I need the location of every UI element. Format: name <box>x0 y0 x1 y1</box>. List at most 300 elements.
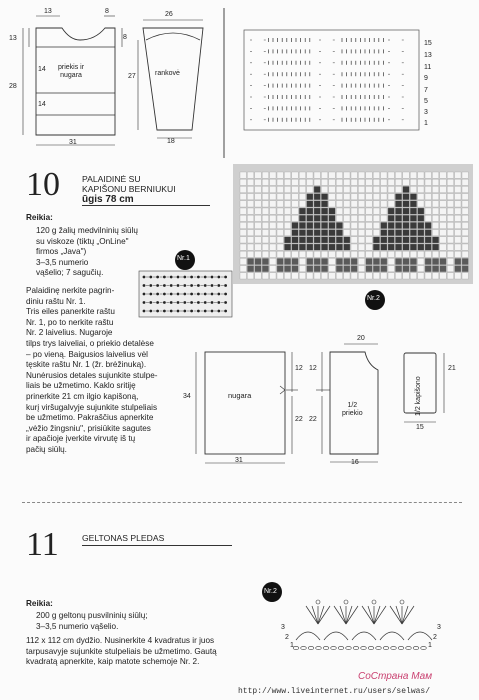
chart-cell <box>247 230 253 236</box>
chart-cell <box>321 186 327 192</box>
chain-stitch <box>301 646 307 649</box>
priekio-label: 1/2 priekio <box>342 402 363 417</box>
chart-cell <box>432 208 438 214</box>
chart-cell <box>366 222 372 228</box>
chart-cell <box>344 230 350 236</box>
chart-cell <box>358 251 364 257</box>
chart-cell <box>418 194 424 200</box>
chart-cell <box>447 222 453 228</box>
chart-cell <box>270 172 276 178</box>
chart-cell <box>299 230 305 236</box>
chart-cell <box>440 273 446 279</box>
chart-cell <box>344 258 350 264</box>
chart-cell <box>381 222 387 228</box>
stitch-dot <box>183 276 186 279</box>
chart-cell <box>321 222 327 228</box>
chart-cell <box>455 194 461 200</box>
chart-cell <box>381 244 387 250</box>
chart-cell <box>425 194 431 200</box>
chart-cell <box>351 186 357 192</box>
chart-cell <box>284 244 290 250</box>
chart-cell <box>314 258 320 264</box>
chart-cell <box>373 179 379 185</box>
text-line: tęskite raštu Nr. 1 (žr. brėžinuką). <box>26 360 147 370</box>
chart-cell <box>321 258 327 264</box>
chart-cell <box>418 222 424 228</box>
chart-cell <box>373 208 379 214</box>
chart-cell <box>432 186 438 192</box>
stitch-dot <box>204 276 207 279</box>
row-num: 11 <box>424 64 432 71</box>
sleeve-schema <box>138 20 203 138</box>
chart-cell <box>292 186 298 192</box>
kapisono-dim-right: 21 <box>448 365 456 372</box>
chart-cell <box>358 273 364 279</box>
row-num: 5 <box>424 98 428 105</box>
chart-cell <box>432 222 438 228</box>
dim-top-left: 13 <box>44 8 52 15</box>
chart-cell <box>366 172 372 178</box>
watermark-logo: СоСтрана Мам <box>358 671 433 682</box>
chart-cell <box>344 179 350 185</box>
stitch-dot <box>163 310 166 313</box>
chart-cell <box>336 172 342 178</box>
chart-cell <box>403 251 409 257</box>
chart-cell <box>255 237 261 243</box>
chart-cell <box>344 266 350 272</box>
fan-stitch <box>312 606 318 624</box>
dim-top-right: 8 <box>105 8 109 15</box>
stitch-dot <box>177 310 180 313</box>
text-line: kvadratą apnerkite, kaip matote schemoje Nr. 2. <box>26 657 200 667</box>
chart-cell <box>410 208 416 214</box>
stitch-dot <box>177 284 180 287</box>
chart-cell <box>277 244 283 250</box>
chart-cell <box>351 244 357 250</box>
dim-mid-14a: 14 <box>38 66 46 73</box>
chart-cell <box>292 208 298 214</box>
chart-cell <box>351 201 357 207</box>
chart-cell <box>462 208 468 214</box>
title-line-1: PALAIDINĖ SU <box>82 174 141 184</box>
chart-cell <box>262 194 268 200</box>
chart-cell <box>351 258 357 264</box>
chart-cell <box>462 244 468 250</box>
chart-cell <box>366 230 372 236</box>
chart-cell <box>395 266 401 272</box>
fan-stitch <box>368 606 374 624</box>
chart-cell <box>277 251 283 257</box>
chain-stitch <box>308 646 314 649</box>
chart-cell <box>240 266 246 272</box>
chart-cell <box>455 251 461 257</box>
chart-cell <box>270 266 276 272</box>
text-line: ir apačioje įverkite virvutę iš tų <box>26 434 136 444</box>
chart-cell <box>255 273 261 279</box>
chart-cell <box>255 186 261 192</box>
chart-cell <box>336 194 342 200</box>
chart-cell <box>358 208 364 214</box>
chart-cell <box>255 215 261 221</box>
chart-cell <box>447 230 453 236</box>
chain-stitch <box>346 646 352 649</box>
chart-cell <box>336 251 342 257</box>
instructions-11 <box>26 636 217 668</box>
chart-cell <box>388 215 394 221</box>
chart-cell <box>247 222 253 228</box>
chart-cell <box>270 208 276 214</box>
badge-nr1-label: Nr.1 <box>177 255 190 262</box>
chart-cell <box>329 230 335 236</box>
chart-cell <box>373 258 379 264</box>
chart-cell <box>307 194 313 200</box>
body-piece-schema <box>23 16 122 145</box>
chart-cell <box>440 222 446 228</box>
chart-cell <box>344 222 350 228</box>
chart-cell <box>255 258 261 264</box>
chart-cell <box>410 172 416 178</box>
fan-stitch <box>402 606 414 624</box>
chart-cell <box>432 230 438 236</box>
chart-cell <box>358 201 364 207</box>
chart-cell <box>447 258 453 264</box>
chart-cell <box>292 244 298 250</box>
needs-line: vąšelio; 7 sagučių. <box>36 268 104 278</box>
chart-cell <box>395 251 401 257</box>
chart-cell <box>381 237 387 243</box>
chart-cell <box>395 258 401 264</box>
chart-cell <box>403 179 409 185</box>
chart-cell <box>373 237 379 243</box>
chart-cell <box>277 237 283 243</box>
chart-cell <box>403 215 409 221</box>
chart-cell <box>336 266 342 272</box>
text-line: „vėžio žingsniu", prisiūkite sagutes <box>26 423 151 433</box>
chart-cell <box>240 172 246 178</box>
chain-stitch <box>361 646 367 649</box>
chart-cell <box>366 266 372 272</box>
chart-cell <box>247 215 253 221</box>
chart-cell <box>329 237 335 243</box>
chart-cell <box>329 215 335 221</box>
priekio-dim-right-bottom: 22 <box>309 416 317 423</box>
chart-cell <box>329 222 335 228</box>
stitch-dot <box>204 284 207 287</box>
chart-cell <box>432 273 438 279</box>
text-line: prinerkite 21 cm ilgio kapišoną, <box>26 391 139 401</box>
chart-cell <box>403 266 409 272</box>
chart-cell <box>314 172 320 178</box>
chart-cell <box>262 186 268 192</box>
chain-stitch <box>293 646 299 649</box>
stitch-dot <box>204 301 207 304</box>
chart-cell <box>462 273 468 279</box>
stitch-dot <box>170 293 173 296</box>
chart-cell <box>418 201 424 207</box>
chart-cell <box>277 266 283 272</box>
chart-cell <box>373 266 379 272</box>
chart-cell <box>277 179 283 185</box>
chart-cell <box>344 273 350 279</box>
chart-cell <box>366 208 372 214</box>
chart-cell <box>277 172 283 178</box>
stitch-dot <box>163 276 166 279</box>
arch-stitch <box>408 632 432 640</box>
section-number-10: 10 <box>26 166 60 203</box>
chart-cell <box>455 208 461 214</box>
stitch-dot <box>163 284 166 287</box>
chart-cell <box>455 201 461 207</box>
text-line: Nunėrusios detales sujunkite stulpe- <box>26 370 158 380</box>
chart-cell <box>440 258 446 264</box>
stitch-dot <box>183 293 186 296</box>
nugara-dim-left: 34 <box>183 393 191 400</box>
arch-stitch <box>380 632 404 640</box>
needs-line: 3–3,5 numerio <box>36 257 89 267</box>
stitch-dot <box>204 310 207 313</box>
chart-cell <box>425 258 431 264</box>
chart-cell <box>247 201 253 207</box>
chart-cell <box>455 230 461 236</box>
chart-cell <box>292 172 298 178</box>
chart-right-label: 3 <box>437 624 441 631</box>
chart-cell <box>403 244 409 250</box>
title-line-2: KAPIŠONU BERNIUKUI <box>82 184 176 194</box>
chart-cell <box>277 222 283 228</box>
chart-cell <box>247 186 253 192</box>
stitch-dot <box>163 293 166 296</box>
chart-cell <box>344 201 350 207</box>
chart-cell <box>299 222 305 228</box>
text-line: Nr. 1, po to nerkite raštu <box>26 317 114 327</box>
chart-cell <box>299 179 305 185</box>
chart-cell <box>403 237 409 243</box>
dim-right-small: 8 <box>123 34 127 41</box>
chart-cell <box>262 201 268 207</box>
stitch-dot <box>143 293 146 296</box>
chart-cell <box>403 201 409 207</box>
chart-cell <box>366 215 372 221</box>
chart-cell <box>455 222 461 228</box>
chart-cell <box>395 208 401 214</box>
chart-cell <box>410 201 416 207</box>
chart-cell <box>240 273 246 279</box>
chain-stitch <box>353 646 359 649</box>
chart-cell <box>255 179 261 185</box>
chart-cell <box>373 201 379 207</box>
chart-cell <box>284 230 290 236</box>
stitch-dot <box>149 293 152 296</box>
stitch-dot <box>204 293 207 296</box>
text-line: 112 x 112 cm dydžio. Nusinerkite 4 kvadratus ir juos <box>26 636 215 645</box>
chart-cell <box>255 244 261 250</box>
chart-cell <box>432 201 438 207</box>
chart-cell <box>388 266 394 272</box>
chart-cell <box>262 179 268 185</box>
chart-cell <box>410 237 416 243</box>
chart-cell <box>432 237 438 243</box>
stitch-dot <box>149 301 152 304</box>
chain-stitch <box>383 646 389 649</box>
chart-cell <box>277 194 283 200</box>
needs-heading: Reikia: <box>26 213 53 222</box>
chart-cell <box>299 186 305 192</box>
chart-cell <box>418 251 424 257</box>
chart-cell <box>447 179 453 185</box>
chain-stitch <box>331 646 337 649</box>
chart-cell <box>447 194 453 200</box>
stitch-dot <box>170 301 173 304</box>
stitch-dot <box>217 284 220 287</box>
chart-cell <box>329 201 335 207</box>
sleeve-dim-side: 27 <box>128 73 136 80</box>
crochet-chart-2 <box>260 580 460 670</box>
chart-cell <box>240 179 246 185</box>
stitch-dot <box>143 301 146 304</box>
nugara-dim-right-top: 12 <box>295 365 303 372</box>
chart-cell <box>299 244 305 250</box>
chart-cell <box>299 237 305 243</box>
text-line: tarpusavyje sujunkite stulpeliais be užmetimo. Gautą <box>26 646 217 656</box>
dim-left-28: 28 <box>9 83 17 90</box>
chart-cell <box>462 230 468 236</box>
stitch-dot <box>190 301 193 304</box>
stitch-dot <box>190 310 193 313</box>
chart-cell <box>440 179 446 185</box>
chart-left-label: 1 <box>290 642 294 649</box>
chart-right-label: 1 <box>428 642 432 649</box>
chart-cell <box>247 237 253 243</box>
chart-cell <box>292 266 298 272</box>
text-line: liais be užmetimo. Kaklo sritiję <box>26 381 136 391</box>
chart-cell <box>432 258 438 264</box>
chart-cell <box>329 273 335 279</box>
chart-cell <box>329 258 335 264</box>
chart-cell <box>255 208 261 214</box>
chart-cell <box>432 179 438 185</box>
chain-stitch <box>406 646 412 649</box>
arch-stitch <box>324 632 348 640</box>
chart-cell <box>455 172 461 178</box>
chart-cell <box>358 266 364 272</box>
chart-cell <box>329 244 335 250</box>
chart-cell <box>462 258 468 264</box>
chart-cell <box>262 237 268 243</box>
fan-stitch <box>396 606 402 624</box>
stitch-dot <box>177 293 180 296</box>
chart-cell <box>321 208 327 214</box>
needs-line: 120 g žalių medvilninių siūlų <box>36 226 138 235</box>
chart-cell <box>388 273 394 279</box>
priekio-dim-right-top: 12 <box>309 365 317 372</box>
chart-cell <box>262 266 268 272</box>
chart-cell <box>395 237 401 243</box>
chart-cell <box>447 244 453 250</box>
chart-cell <box>388 237 394 243</box>
chart-cell <box>366 258 372 264</box>
stitch-dot <box>190 293 193 296</box>
chart-cell <box>418 208 424 214</box>
chart-cell <box>255 230 261 236</box>
chart-cell <box>410 258 416 264</box>
fan-stitch <box>318 606 324 624</box>
text-line: Tris eiles panerkite raštu <box>26 307 115 317</box>
chart-cell <box>425 273 431 279</box>
chart-cell <box>388 186 394 192</box>
chart-cell <box>247 273 253 279</box>
chart-cell <box>381 230 387 236</box>
stitch-dot <box>224 284 227 287</box>
chart-cell <box>336 186 342 192</box>
chart-cell <box>425 251 431 257</box>
needs-line: 200 g geltonų pusvilninių siūlų; <box>36 611 148 620</box>
text-line: Palaidinę nerkite pagrin- <box>26 286 115 295</box>
stitch-dot <box>143 310 146 313</box>
chart-cell <box>299 172 305 178</box>
section-divider <box>22 502 462 503</box>
chart-cell <box>255 266 261 272</box>
chart-cell <box>270 201 276 207</box>
fan-stitch <box>374 606 380 624</box>
chart-cell <box>314 186 320 192</box>
chart-cell <box>373 244 379 250</box>
chart-cell <box>358 179 364 185</box>
stitch-dot <box>183 301 186 304</box>
chart-cell <box>351 208 357 214</box>
chart-cell <box>336 222 342 228</box>
chart-cell <box>358 222 364 228</box>
stitch-dot <box>170 310 173 313</box>
chart-cell <box>307 208 313 214</box>
chart-cell <box>277 201 283 207</box>
chart-cell <box>321 273 327 279</box>
chart-cell <box>284 251 290 257</box>
chart-cell <box>329 186 335 192</box>
chart-cell <box>292 230 298 236</box>
arch-stitch <box>296 632 320 640</box>
chart-cell <box>410 179 416 185</box>
chart-cell <box>351 273 357 279</box>
chart-cell <box>307 251 313 257</box>
chart-cell <box>307 222 313 228</box>
text-line: Nr. 2 laivelius. Nugaroje <box>26 328 113 338</box>
dim-mid-14b: 14 <box>38 101 46 108</box>
chart-cell <box>447 251 453 257</box>
stitch-dot <box>217 276 220 279</box>
chart-cell <box>351 237 357 243</box>
stitch-dot <box>156 276 159 279</box>
chart-cell <box>425 230 431 236</box>
chart-cell <box>314 244 320 250</box>
chart-cell <box>262 251 268 257</box>
chart-cell <box>307 179 313 185</box>
stitch-dot <box>177 276 180 279</box>
chart-cell <box>381 258 387 264</box>
chart-cell <box>381 201 387 207</box>
chart-cell <box>307 244 313 250</box>
chart-cell <box>284 201 290 207</box>
chart-cell <box>351 215 357 221</box>
chart-cell <box>240 244 246 250</box>
chart-cell <box>314 201 320 207</box>
chart-cell <box>270 258 276 264</box>
chart-cell <box>351 230 357 236</box>
chart-cell <box>425 266 431 272</box>
chart-cell <box>240 186 246 192</box>
chart-cell <box>284 258 290 264</box>
chart-cell <box>373 273 379 279</box>
chart-cell <box>307 237 313 243</box>
